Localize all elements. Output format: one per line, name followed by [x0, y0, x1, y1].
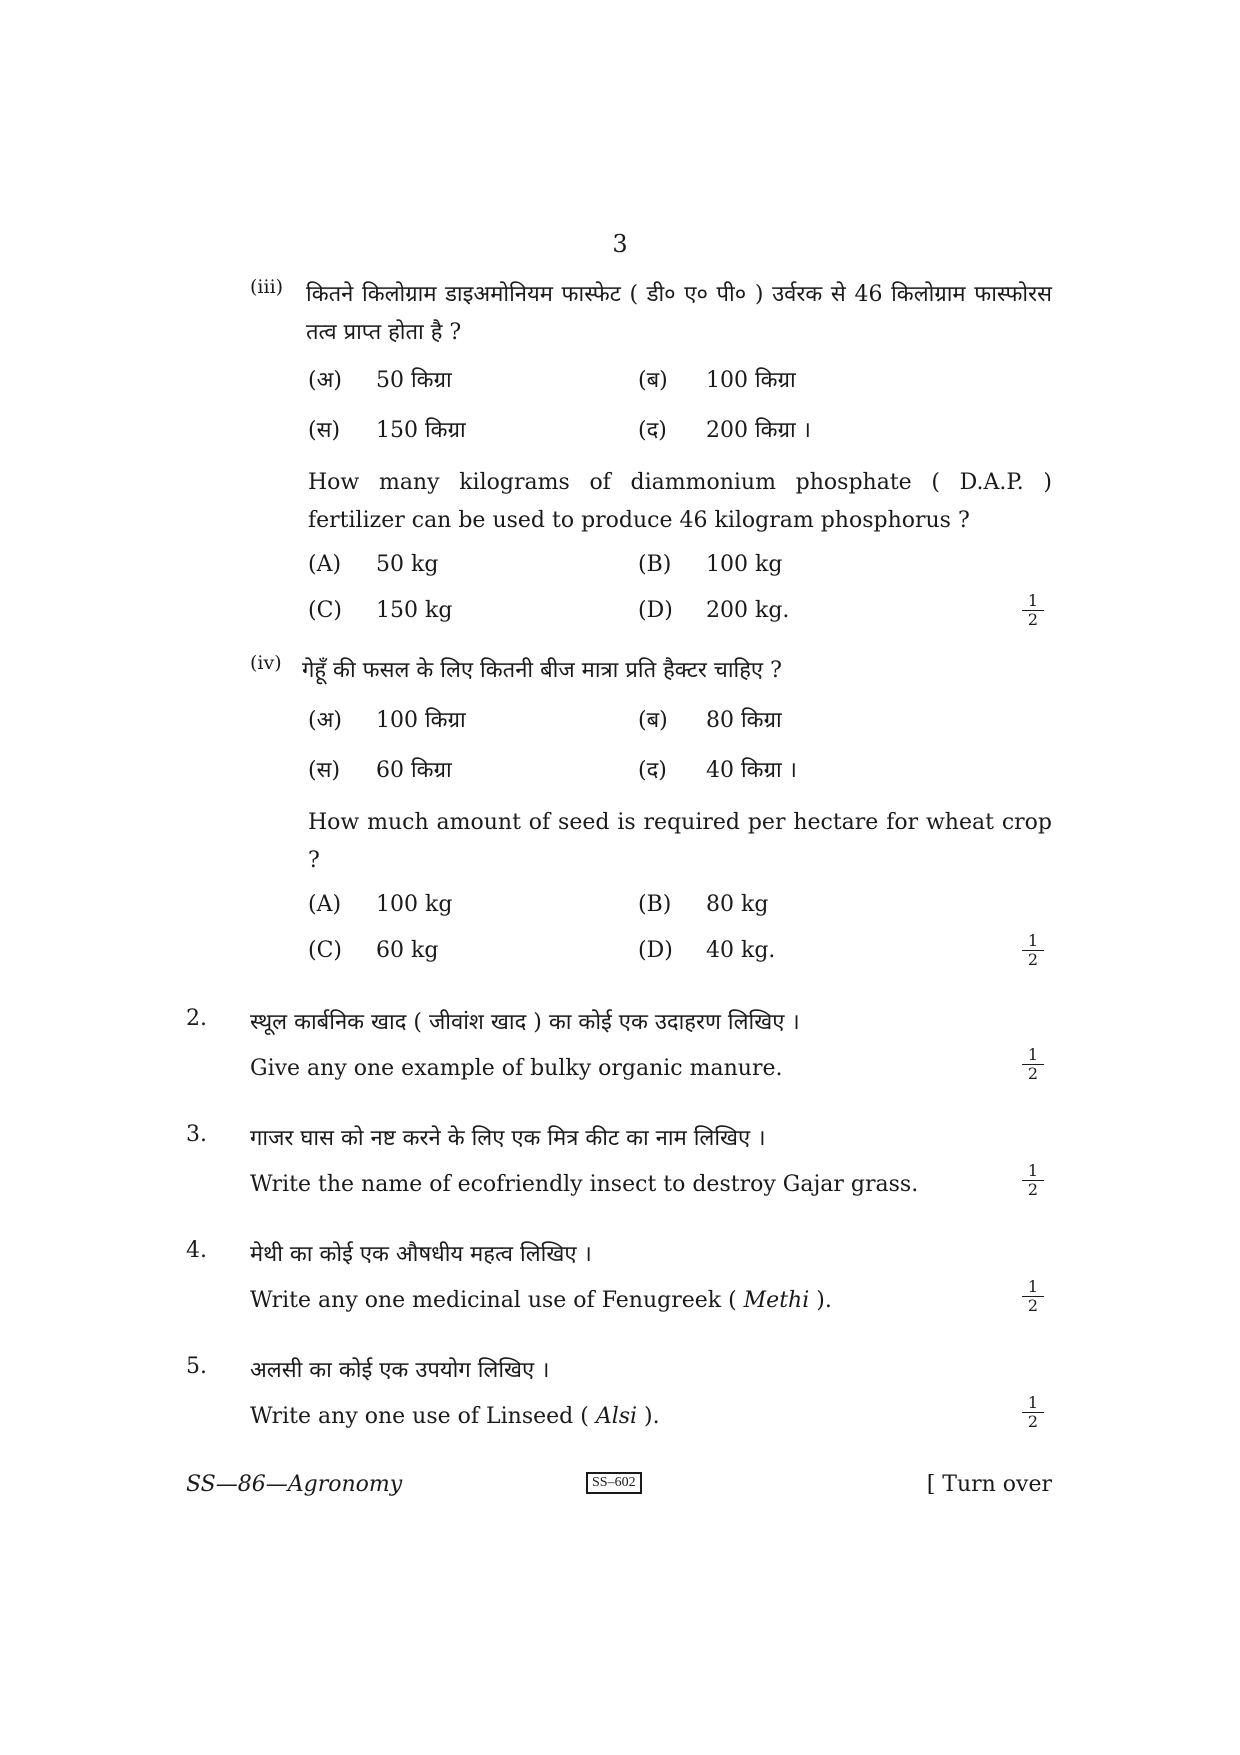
question-hindi: मेथी का कोई एक औषधीय महत्व लिखिए ।	[250, 1242, 592, 1267]
option-a-english: (A) 100 kg	[308, 892, 453, 917]
question-number: 5.	[186, 1354, 207, 1379]
page-number: 3	[612, 230, 628, 258]
option-c-hindi: (स) 150 किग्रा	[308, 418, 466, 443]
option-c-hindi: (स) 60 किग्रा	[308, 758, 452, 783]
page-footer	[186, 1472, 1052, 1504]
question-english: Write any one medicinal use of Fenugreek ( Methi ).	[250, 1288, 832, 1313]
option-d-english: (D) 40 kg.	[638, 938, 776, 963]
option-b-english: (B) 100 kg	[638, 552, 783, 577]
question-hindi: अलसी का कोई एक उपयोग लिखिए ।	[250, 1358, 550, 1383]
option-c-english: (C) 150 kg	[308, 598, 453, 623]
question-number: 3.	[186, 1122, 207, 1147]
question-hindi: कितने किलोग्राम डाइअमोनियम फास्फेट ( डी० ए० पी० ) उर्वरक से 46 किलोग्राम फास्फोरस तत्व प्राप्त होता है ?	[306, 282, 1052, 345]
option-b-hindi: (ब) 100 किग्रा	[638, 368, 796, 393]
question-english: How many kilograms of diammonium phosphate ( D.A.P. ) fertilizer can be used to produce 46 kilogram phosphorus ?	[308, 470, 1052, 533]
subquestion-number: (iii)	[250, 276, 284, 298]
turn-over-note: [ Turn over	[926, 1472, 1052, 1497]
paper-series-box: SS–602	[586, 1472, 642, 1494]
option-c-english: (C) 60 kg	[308, 938, 439, 963]
question-number: 4.	[186, 1238, 207, 1263]
paper-code: SS—86—Agronomy	[186, 1472, 403, 1497]
option-d-hindi: (द) 200 किग्रा ।	[638, 418, 812, 443]
question-english: Write any one use of Linseed ( Alsi ).	[250, 1404, 660, 1429]
marks-half: $\frac{1}{2}$	[1022, 1162, 1044, 1199]
question-hindi: गाजर घास को नष्ट करने के लिए एक मित्र कीट का नाम लिखिए ।	[250, 1126, 766, 1151]
option-a-hindi: (अ) 50 किग्रा	[308, 368, 452, 393]
option-a-english: (A) 50 kg	[308, 552, 439, 577]
question-english: Write the name of ecofriendly insect to destroy Gajar grass.	[250, 1172, 919, 1197]
marks-half: $\frac{1}{2}$	[1022, 1046, 1044, 1083]
question-number: 2.	[186, 1006, 207, 1031]
option-b-english: (B) 80 kg	[638, 892, 769, 917]
question-hindi: स्थूल कार्बनिक खाद ( जीवांश खाद ) का कोई एक उदाहरण लिखिए ।	[250, 1010, 800, 1035]
marks-half: $\frac{1}{2}$	[1022, 1278, 1044, 1315]
option-d-english: (D) 200 kg.	[638, 598, 790, 623]
option-a-hindi: (अ) 100 किग्रा	[308, 708, 466, 733]
question-hindi: गेहूँ की फसल के लिए कितनी बीज मात्रा प्रति हैक्टर चाहिए ?	[302, 658, 782, 683]
marks-half: $\frac{1}{2}$	[1022, 1394, 1044, 1431]
marks-half: $\frac{1}{2}$	[1022, 592, 1044, 629]
marks-half: $\frac{1}{2}$	[1022, 932, 1044, 969]
option-d-hindi: (द) 40 किग्रा ।	[638, 758, 798, 783]
option-b-hindi: (ब) 80 किग्रा	[638, 708, 782, 733]
question-english: Give any one example of bulky organic manure.	[250, 1056, 783, 1081]
question-english: How much amount of seed is required per hectare for wheat crop ?	[308, 810, 1052, 873]
subquestion-number: (iv)	[250, 652, 282, 674]
